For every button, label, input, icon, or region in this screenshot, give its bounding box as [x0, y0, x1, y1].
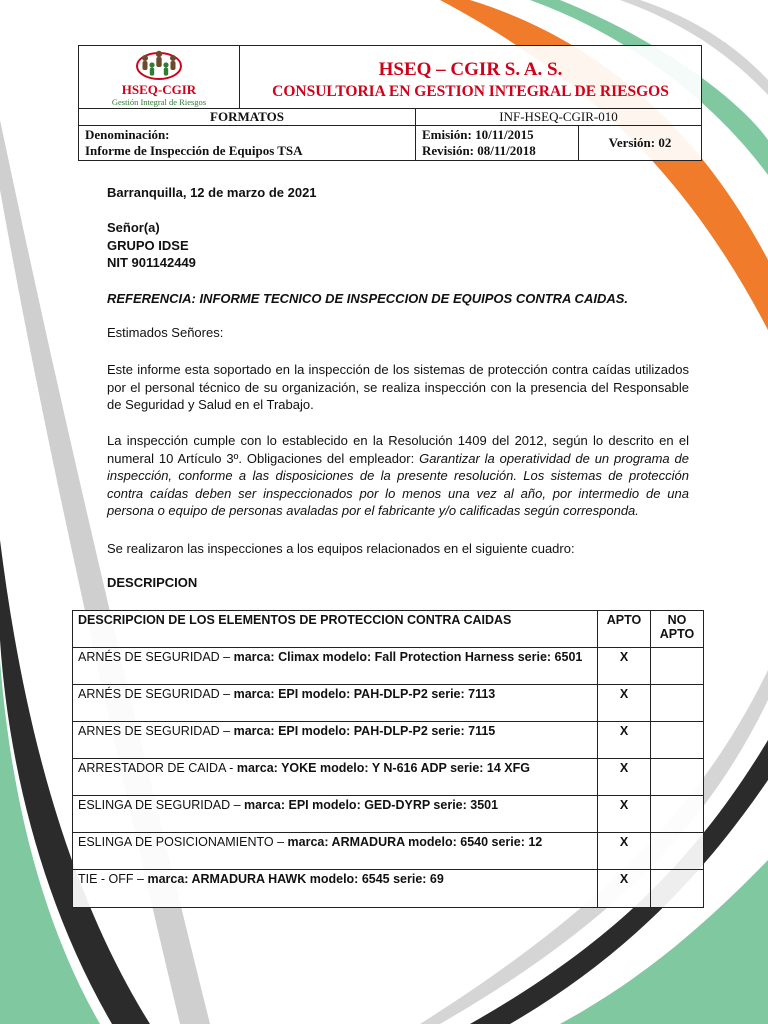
- recipient-nit: NIT 901142449: [107, 255, 196, 270]
- row-detail: marca: EPI modelo: GED-DYRP serie: 3501: [244, 798, 499, 812]
- recipient-name: GRUPO IDSE: [107, 237, 189, 253]
- denomination-label: Denominación:: [85, 127, 170, 142]
- row-description: [73, 833, 598, 870]
- paragraph-2-normal: La inspección cumple con lo establecido en la Resolución 1409 del 2012, según lo descrito en el numeral 10 Artículo 3º. Obligaciones del empleador:: [107, 433, 689, 466]
- row-apto: X: [598, 870, 651, 908]
- place-date: Barranquilla, 12 de marzo de 2021: [107, 185, 317, 200]
- paragraph-1: Este informe esta soportado en la inspección de los sistemas de protección contra caídas utilizados por el personal técnico de su organización, se realiza inspección con la presencia del Responsable de Seguridad y Salud en el Trabajo.: [107, 362, 689, 412]
- table-row: [73, 870, 704, 908]
- row-apto: X: [598, 648, 651, 685]
- company-name: HSEQ – CGIR S. A. S.: [378, 59, 563, 80]
- row-detail: marca: ARMADURA HAWK modelo: 6545 serie: 69: [147, 872, 444, 886]
- formatos-label: FORMATOS: [79, 109, 416, 126]
- paragraph-2-italic: Garantizar la operatividad de un programa de inspección, conforme a las disposiciones de la presente resolución. Los sistemas de protección contra caídas deben ser inspeccionados por lo menos una vez al año, por intermedio de una persona o equipo de personas avaladas por el fabricante y/o calificadas según corresponda.: [107, 450, 690, 518]
- row-label: ESLINGA DE POSICIONAMIENTO –: [78, 835, 288, 849]
- emission-date: Emisión: 10/11/2015: [422, 127, 534, 142]
- row-no-apto: [651, 870, 704, 908]
- row-detail: marca: YOKE modelo: Y N-616 ADP serie: 14 XFG: [236, 761, 531, 775]
- row-apto: X: [598, 833, 651, 870]
- dates-cell: [416, 126, 579, 161]
- row-no-apto: [651, 685, 704, 722]
- table-row: [73, 648, 704, 685]
- row-label: ARNÉS DE SEGURIDAD –: [78, 650, 234, 664]
- logo-cell: [79, 46, 240, 109]
- row-label: ARNES DE SEGURIDAD –: [78, 724, 234, 738]
- reference-line: REFERENCIA: INFORME TECNICO DE INSPECCION DE EQUIPOS CONTRA CAIDAS.: [107, 291, 628, 306]
- row-description: [73, 685, 598, 722]
- row-apto: X: [598, 796, 651, 833]
- header-apto: APTO: [598, 611, 651, 648]
- row-no-apto: [651, 648, 704, 685]
- section-title: DESCRIPCION: [107, 575, 198, 590]
- logo-name: HSEQ-CGIR: [121, 81, 197, 97]
- row-description: [73, 722, 598, 759]
- salutation-title: Señor(a): [107, 220, 160, 235]
- row-no-apto: [651, 759, 704, 796]
- table-row: [73, 833, 704, 870]
- row-label: ARRESTADOR DE CAIDA -: [78, 761, 237, 775]
- row-label: TIE - OFF –: [78, 872, 148, 886]
- table-header-row: [73, 611, 704, 648]
- revision-date: Revisión: 08/11/2018: [422, 143, 536, 158]
- row-description: [73, 796, 598, 833]
- company-subtitle: CONSULTORIA EN GESTION INTEGRAL DE RIESGOS: [272, 83, 669, 100]
- row-detail: marca: EPI modelo: PAH-DLP-P2 serie: 7113: [233, 687, 496, 701]
- row-apto: X: [598, 722, 651, 759]
- table-row: [73, 722, 704, 759]
- denomination-value: Informe de Inspección de Equipos TSA: [85, 143, 303, 158]
- row-description: [73, 759, 598, 796]
- row-description: [73, 648, 598, 685]
- company-logo: [79, 48, 239, 107]
- denomination-cell: [79, 126, 416, 161]
- row-apto: X: [598, 685, 651, 722]
- greeting: Estimados Señores:: [107, 325, 224, 340]
- header-description: DESCRIPCION DE LOS ELEMENTOS DE PROTECCION CONTRA CAIDAS: [73, 611, 598, 648]
- table-row: [73, 685, 704, 722]
- title-cell: [240, 46, 702, 109]
- row-apto: X: [598, 759, 651, 796]
- paragraph-3: Se realizaron las inspecciones a los equipos relacionados en el siguiente cuadro:: [107, 541, 575, 556]
- row-detail: marca: ARMADURA modelo: 6540 serie: 12: [287, 835, 543, 849]
- row-no-apto: [651, 722, 704, 759]
- version-label: Versión: 02: [579, 126, 702, 161]
- document-code: INF-HSEQ-CGIR-010: [416, 109, 702, 126]
- row-detail: marca: EPI modelo: PAH-DLP-P2 serie: 7115: [233, 724, 496, 738]
- people-circle-icon: [131, 48, 187, 82]
- header-no-apto: NO APTO: [651, 611, 704, 648]
- row-detail: marca: Climax modelo: Fall Protection Harness serie: 6501: [233, 650, 583, 664]
- row-no-apto: [651, 796, 704, 833]
- logo-tagline: Gestión Integral de Riesgos: [111, 96, 207, 107]
- paragraph-2: [107, 432, 689, 520]
- equipment-table: [72, 610, 704, 908]
- document-header: [78, 45, 702, 161]
- recipient-block: [107, 219, 689, 272]
- row-label: ARNÉS DE SEGURIDAD –: [78, 687, 234, 701]
- table-row: [73, 759, 704, 796]
- row-label: ESLINGA DE SEGURIDAD –: [78, 798, 245, 812]
- row-no-apto: [651, 833, 704, 870]
- row-description: [73, 870, 598, 908]
- table-row: [73, 796, 704, 833]
